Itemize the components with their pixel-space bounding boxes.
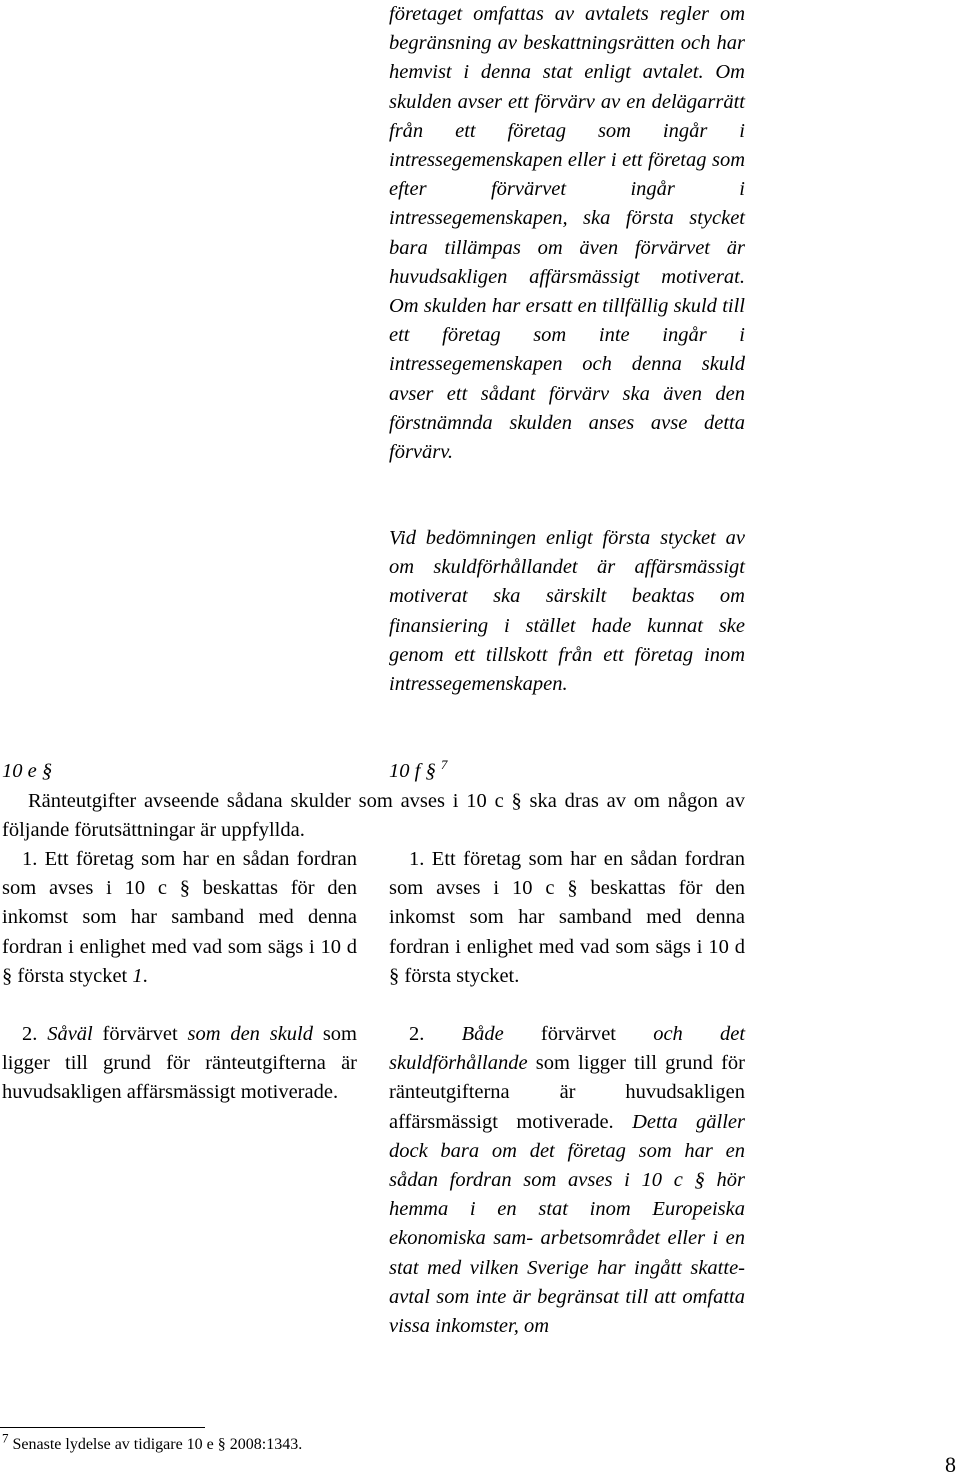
right-item-2-mid-1: förvärvet <box>540 1023 616 1045</box>
right-item-2-num: 2. <box>409 1023 425 1045</box>
left-item-1-end: . <box>142 964 148 987</box>
amendment-paragraph-2: Vid bedömningen enligt första stycket av om skuldförhållandet är affärsmässigt motiverat ska särskilt beaktas om finansiering i stället hade kunnat ske genom ett tillskott från ett företag inom intressegemenskapen. <box>389 527 745 696</box>
right-item-2-mid-2: som ligger till grund för ränteutgifterna är huvudsakligen affärsmässigt motiverade. <box>389 1052 745 1133</box>
section-heading-left: 10 e § <box>2 760 53 782</box>
section-heading-right <box>389 757 447 786</box>
right-item-2-italic-2: och det skuldförhållande <box>389 1023 746 1075</box>
amendment-text-continued: företaget omfattas av avtalets regler om begränsning av beskattningsrätten och har hemvist i denna stat enligt avtalet. Om skulden avser ett förvärv av en delägarrätt från ett företag som ingår i intressegemenskapen eller i ett företag som efter förvärvet ingår i intressegemenskapen, ska första stycket bara tillämpas om även förvärvet är huvudsakligen affärsmässigt motiverat. Om skulden har ersatt en tillfällig skuld till ett företag som inte ingår i intressegemenskapen och denna skuld avser ett sådant förvärv ska även den förstnämnda skulden anses avse detta förvärv. <box>389 3 745 464</box>
footnote-separator <box>0 1427 205 1428</box>
left-item-1 <box>2 845 357 991</box>
left-item-2-num: 2. <box>22 1023 38 1045</box>
right-item-2-italic-3: Detta gäller dock bara om det företag som har en sådan fordran som avses i 10 c § hör hemma i en stat inom Europeiska ekonomiska sam- arbetsområdet eller i en stat med vilken Sverige har ingått skatte- avtal som inte är begränsat till att omfatta vissa inkomster, om <box>389 1110 745 1338</box>
footnote-text: Senaste lydelse av tidigare 10 e § 2008:1343. <box>12 1436 303 1453</box>
right-item-2 <box>389 1020 745 1341</box>
footnote <box>2 1430 303 1456</box>
left-item-2 <box>2 1020 357 1108</box>
left-item-1-text: 1. Ett företag som har en sådan fordran som avses i 10 c § beskattas för den inkomst som har samband med denna fordran i enlighet med vad som sägs i 10 d § första stycket <box>2 848 357 987</box>
left-item-2-italic-2: som den skuld <box>187 1023 314 1045</box>
footnote-number: 7 <box>2 1430 9 1446</box>
left-item-1-italic: 1 <box>132 964 143 987</box>
common-paragraph: Ränteutgifter avseende sådana skulder som avses i 10 c § ska dras av om någon av följande förutsättningar är uppfyllda. <box>2 790 745 842</box>
left-item-2-italic-1: Såväl <box>47 1023 93 1045</box>
page-number: 8 <box>945 1452 956 1477</box>
left-item-2-mid: förvärvet <box>102 1023 178 1045</box>
right-item-1: 1. Ett företag som har en sådan fordran som avses i 10 c § beskattas för den inkomst som har samband med denna fordran i enlighet med vad som sägs i 10 d § första stycket. <box>389 848 745 987</box>
section-heading-right-label: 10 f § <box>389 760 436 782</box>
left-item-2-rest: som ligger till grund för ränteutgifterna är huvudsakligen affärsmässigt motiverade. <box>2 1023 358 1104</box>
footnote-reference: 7 <box>440 757 448 773</box>
right-item-2-italic-1: Både <box>461 1023 504 1045</box>
